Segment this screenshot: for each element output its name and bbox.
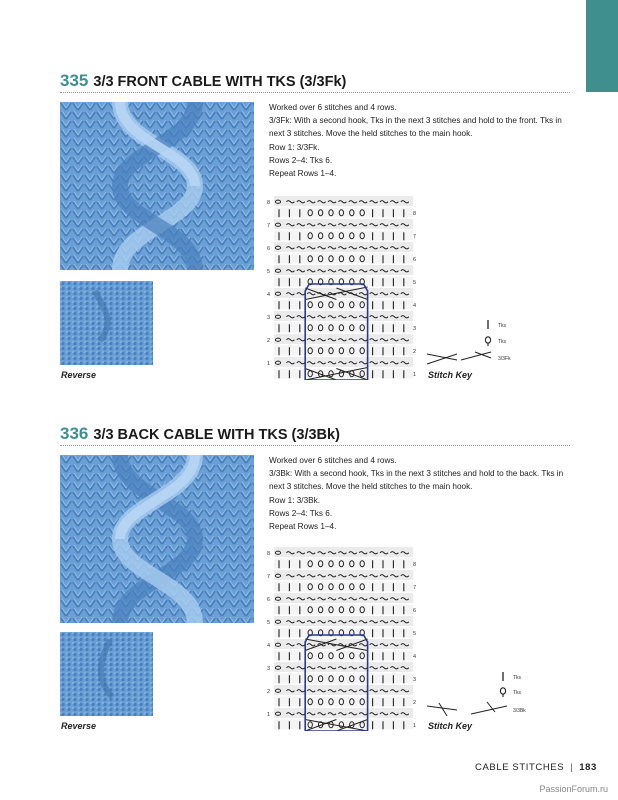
title-divider: [60, 445, 570, 446]
footer-separator: |: [570, 762, 574, 773]
row-number-right: 3: [413, 677, 417, 683]
row-number-right: 5: [413, 280, 417, 286]
key-label: Tks: [513, 675, 522, 681]
row-number-right: 2: [413, 349, 417, 355]
instruction-line: Repeat Rows 1–4.: [269, 169, 337, 179]
instruction-line: Worked over 6 stitches and 4 rows.: [269, 456, 397, 465]
stitch-chart: [264, 194, 424, 385]
watermark: PassionForum.ru: [539, 784, 608, 794]
row-number-right: 2: [413, 700, 417, 706]
row-number-left: 8: [267, 551, 271, 557]
instruction-line: Worked over 6 stitches and 4 rows.: [269, 103, 397, 112]
row-number-left: 5: [267, 269, 271, 275]
pattern-title: 3/3 BACK CABLE WITH TKS (3/3Bk): [93, 427, 340, 443]
pattern-number: 335: [60, 71, 89, 90]
row-number-left: 6: [267, 597, 271, 603]
instruction-line: Row 1: 3/3Bk.: [269, 495, 320, 505]
row-number-left: 7: [267, 574, 271, 580]
instruction-line: Row 1: 3/3Fk.: [269, 142, 320, 152]
footer-section: CABLE STITCHES: [475, 762, 565, 773]
row-number-left: 5: [267, 620, 271, 626]
back-cable-icon: [427, 702, 507, 716]
pattern-instructions: [269, 454, 569, 533]
row-number-left: 4: [267, 643, 271, 649]
pattern-number: 336: [60, 424, 89, 443]
section-title: [60, 424, 340, 444]
chapter-tab: [586, 0, 618, 92]
key-label: 3/3Fk: [498, 356, 511, 362]
title-divider: [60, 92, 570, 93]
stitch-key-title: Stitch Key: [428, 721, 473, 731]
tks-loop-icon: [500, 688, 505, 697]
row-number-right: 7: [413, 585, 417, 591]
key-label: Tks: [513, 690, 522, 696]
row-number-left: 1: [267, 712, 271, 718]
reverse-label: Reverse: [61, 370, 97, 380]
row-number-right: 6: [413, 257, 417, 263]
row-number-right: 1: [413, 723, 417, 729]
instruction-line: 3/3Fk: With a second hook, Tks in the next 3 stitches and hold to the front. Tks in next 3 stitches. Move the held stitches to the main hook.: [269, 116, 562, 139]
key-label: Tks: [498, 339, 507, 345]
page-footer: [475, 762, 597, 773]
row-number-left: 2: [267, 689, 271, 695]
pattern-instructions: [269, 101, 569, 180]
row-number-right: 7: [413, 234, 417, 240]
row-number-left: 4: [267, 292, 271, 298]
key-label: 3/3Bk: [513, 708, 526, 714]
tks-loop-icon: [485, 337, 490, 346]
row-number-left: 3: [267, 666, 271, 672]
pattern-title: 3/3 FRONT CABLE WITH TKS (3/3Fk): [93, 74, 347, 90]
swatch-photo-reverse: [60, 281, 153, 365]
row-number-left: 6: [267, 246, 271, 252]
row-number-right: 4: [413, 654, 417, 660]
row-number-right: 8: [413, 562, 417, 568]
instruction-line: 3/3Bk: With a second hook, Tks in the next 3 stitches and hold to the back. Tks in next 3 stitches. Move the held stitches to the main hook.: [269, 469, 564, 492]
row-number-right: 6: [413, 608, 417, 614]
row-number-left: 3: [267, 315, 271, 321]
row-number-left: 2: [267, 338, 271, 344]
row-number-left: 7: [267, 223, 271, 229]
stitch-key: [425, 318, 545, 373]
swatch-photo-front: [60, 102, 254, 270]
swatch-photo-reverse: [60, 632, 153, 716]
swatch-photo-back: [60, 455, 254, 623]
key-label: Tks: [498, 323, 507, 329]
stitch-key: [425, 670, 545, 725]
stitch-chart: [264, 545, 424, 736]
section-title: [60, 71, 346, 91]
reverse-label: Reverse: [61, 721, 97, 731]
instruction-line: Rows 2–4: Tks 6.: [269, 508, 333, 518]
instruction-line: Repeat Rows 1–4.: [269, 522, 337, 532]
row-number-right: 4: [413, 303, 417, 309]
row-number-right: 1: [413, 372, 417, 378]
row-number-right: 3: [413, 326, 417, 332]
row-number-left: 1: [267, 361, 271, 367]
front-cable-icon: [427, 352, 491, 364]
row-number-left: 8: [267, 200, 271, 206]
row-number-right: 8: [413, 211, 417, 217]
instruction-line: Rows 2–4: Tks 6.: [269, 155, 333, 165]
stitch-key-title: Stitch Key: [428, 370, 473, 380]
row-number-right: 5: [413, 631, 417, 637]
page-number: 183: [579, 762, 597, 773]
